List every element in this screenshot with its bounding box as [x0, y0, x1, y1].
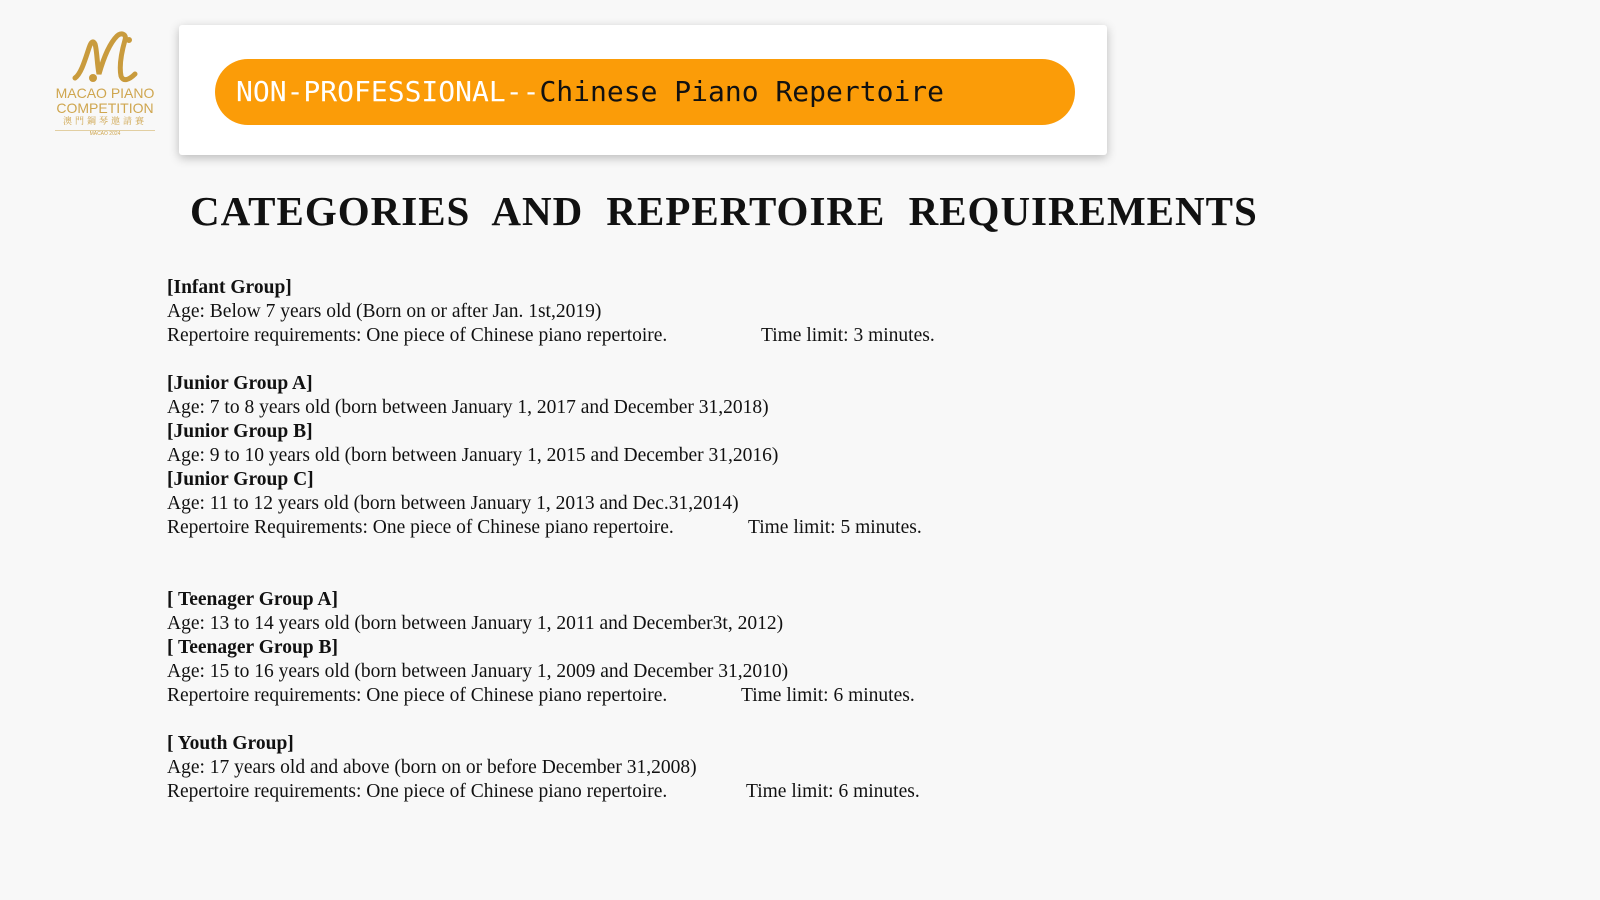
logo-m-mark-icon: [69, 30, 141, 86]
group-time-limit: Time limit: 3 minutes.: [761, 325, 935, 346]
logo-text-chinese: 澳門鋼琴邀請賽: [62, 116, 147, 126]
logo-text-line1: MACAO PIANO: [55, 85, 155, 101]
group-time-limit: Time limit: 5 minutes.: [748, 517, 922, 538]
group-name: [ Teenager Group A]: [167, 589, 339, 610]
group-requirement: Repertoire requirements: One piece of Chinese piano repertoire.: [167, 685, 668, 706]
group-name: [Junior Group B]: [167, 421, 313, 442]
group-requirement-row: [167, 324, 935, 348]
competition-logo: [52, 30, 158, 142]
group-name: [ Youth Group]: [167, 733, 294, 754]
group-time-limit: Time limit: 6 minutes.: [741, 685, 915, 706]
group-youth: [167, 732, 920, 804]
group-requirement: Repertoire requirements: One piece of Chinese piano repertoire.: [167, 781, 668, 802]
group-junior-a: [167, 372, 769, 420]
group-age: Age: Below 7 years old (Born on or after Jan. 1st,2019): [167, 301, 602, 322]
header-card: [179, 25, 1107, 155]
group-requirement-row: [167, 516, 922, 540]
group-age: Age: 15 to 16 years old (born between January 1, 2009 and December 31,2010): [167, 661, 789, 682]
page-title: CATEGORIES AND REPERTOIRE REQUIREMENTS: [190, 188, 1258, 234]
group-requirement-row: [167, 684, 915, 708]
group-name: [Junior Group C]: [167, 469, 314, 490]
group-time-limit: Time limit: 6 minutes.: [746, 781, 920, 802]
group-junior-c: [167, 468, 922, 540]
group-name: [Infant Group]: [167, 277, 292, 298]
group-teenager-b: [167, 636, 915, 708]
group-infant: [167, 276, 935, 348]
logo-text-line2: COMPETITION: [56, 100, 154, 116]
group-name: [Junior Group A]: [167, 373, 313, 394]
logo-text-line4: MACAO 2024: [89, 131, 121, 137]
group-requirement: Repertoire Requirements: One piece of Chinese piano repertoire.: [167, 517, 674, 538]
group-requirement: Repertoire requirements: One piece of Chinese piano repertoire.: [167, 325, 668, 346]
group-requirement-row: [167, 780, 920, 804]
group-age: Age: 17 years old and above (born on or before December 31,2008): [167, 757, 697, 778]
group-junior-b: [167, 420, 778, 468]
category-banner: [215, 59, 1075, 125]
group-age: Age: 13 to 14 years old (born between January 1, 2011 and December3t, 2012): [167, 613, 784, 634]
group-age: Age: 7 to 8 years old (born between January 1, 2017 and December 31,2018): [167, 397, 769, 418]
group-age: Age: 9 to 10 years old (born between January 1, 2015 and December 31,2016): [167, 445, 779, 466]
group-name: [ Teenager Group B]: [167, 637, 339, 658]
group-teenager-a: [167, 588, 783, 636]
banner-title: Chinese Piano Repertoire: [539, 75, 945, 108]
banner-prefix: NON-PROFESSIONAL--: [236, 75, 540, 108]
group-age: Age: 11 to 12 years old (born between January 1, 2013 and Dec.31,2014): [167, 493, 739, 514]
